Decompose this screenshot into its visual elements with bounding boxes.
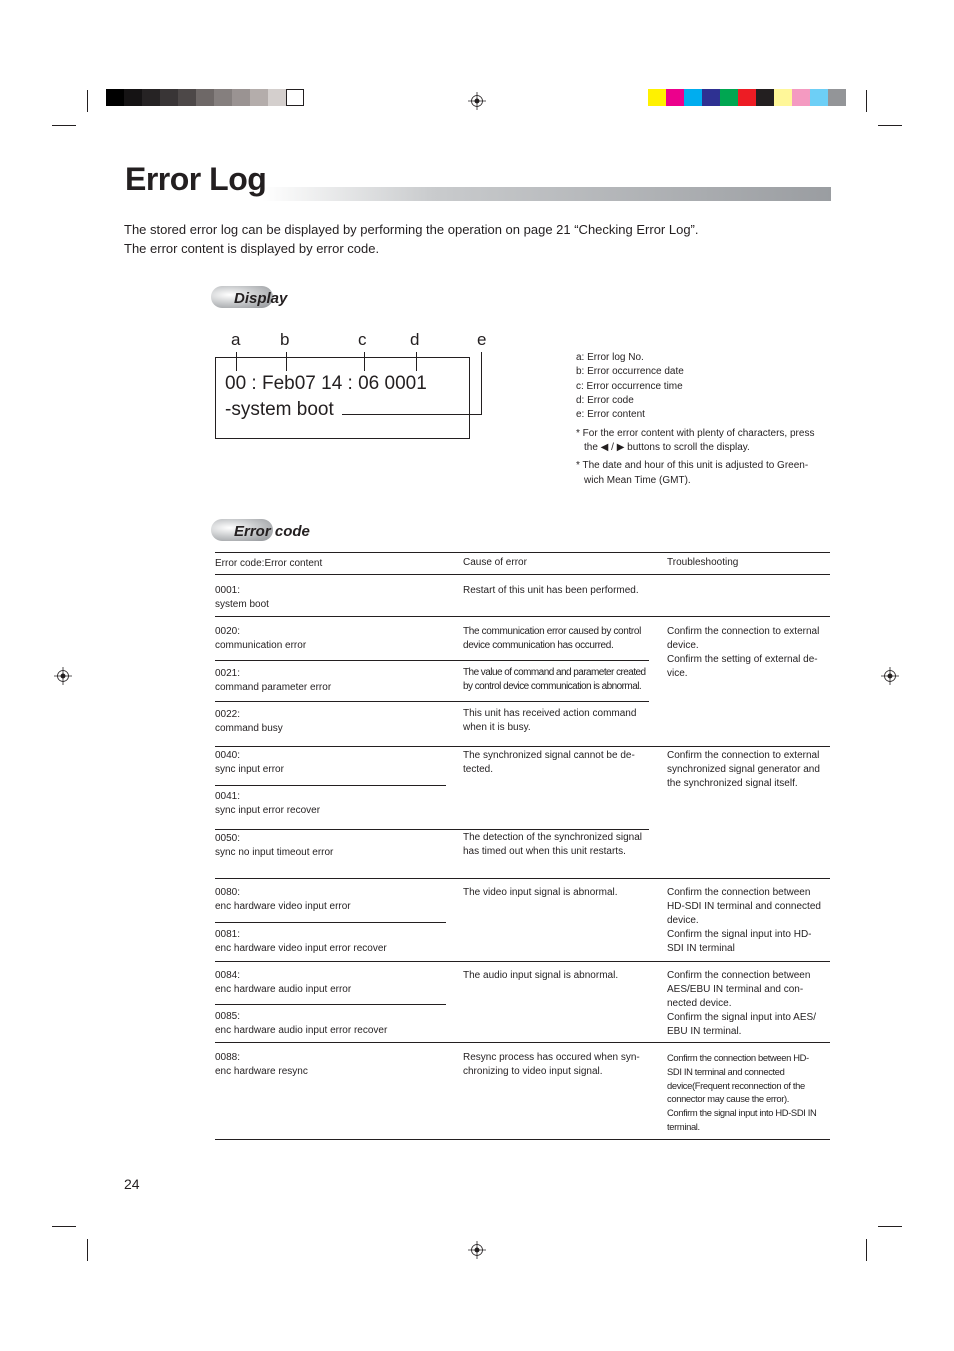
error-code-description: command parameter error [215,682,332,693]
cause-text: when it is busy. [463,722,531,733]
error-code-description: enc hardware resync [215,1066,308,1077]
error-code-number: 0084: [215,970,241,981]
table-rule [215,660,649,661]
error-code-description: enc hardware video input error recover [215,943,387,954]
intro-line-2: The error content is displayed by error code. [124,241,380,256]
error-code-description: sync input error recover [215,805,321,816]
color-swatch [268,89,286,106]
table-rule [215,574,830,575]
cause-text: The communication error caused by control [463,626,641,637]
error-code-entry [215,1010,445,1038]
cause-text: The detection of the synchronized signal [463,832,642,843]
troubleshooting-cell [667,1051,830,1134]
cause-text: chronizing to video input signal. [463,1066,603,1077]
troubleshooting-text: Confirm the signal input into AES/ [667,1012,816,1023]
cause-text: has timed out when this unit restarts. [463,846,626,857]
error-code-description: enc hardware audio input error [215,984,352,995]
cause-text: The value of command and parameter created [463,667,646,678]
troubleshooting-text: Confirm the connection between [667,970,811,981]
troubleshooting-text: the synchronized signal itself. [667,778,798,789]
legend-a: a: Error log No. [576,352,644,363]
display-line-1: 00 : Feb07 14 : 06 0001 [225,373,427,394]
color-swatch [214,89,232,106]
color-swatch [774,89,792,106]
troubleshooting-cell [667,886,830,956]
error-code-entry [215,749,445,777]
error-code-description: sync input error [215,764,284,775]
cause-cell [463,1051,649,1079]
display-line-2: -system boot [225,399,334,420]
error-code-entry [215,969,445,997]
color-swatch [738,89,756,106]
error-code-number: 0088: [215,1052,241,1063]
troubleshooting-text: EBU IN terminal. [667,1026,742,1037]
error-code-description: command busy [215,723,283,734]
gmt-note-line-1: * The date and hour of this unit is adjusted to Green- [576,460,809,471]
color-swatch [684,89,702,106]
diagram-letter-a: a [231,330,241,349]
cause-cell [463,969,649,983]
troubleshooting-text: Confirm the connection to external [667,750,820,761]
troubleshooting-cell [667,969,830,1039]
troubleshooting-text: connector may cause the error). [667,1093,790,1105]
color-swatch [810,89,828,106]
cause-text: Restart of this unit has been performed. [463,585,639,596]
crop-mark [866,1239,867,1261]
troubleshooting-text: SDI IN terminal [667,943,735,954]
color-swatch [142,89,160,106]
table-rule [215,1042,830,1043]
registration-mark-icon [881,667,899,685]
scroll-note-line-2: the ◀ / ▶ buttons to scroll the display. [584,442,750,453]
cause-text: device communication has occurred. [463,640,614,651]
error-code-number: 0040: [215,750,241,761]
error-code-entry [215,708,445,736]
color-swatch [178,89,196,106]
error-code-entry [215,790,445,818]
table-rule [215,785,446,786]
diagram-letter-d: d [410,330,420,349]
troubleshooting-text: Confirm the setting of external de- [667,654,818,665]
error-code-description: enc hardware audio input error recover [215,1025,388,1036]
troubleshooting-text: terminal. [667,1120,700,1132]
color-swatch [792,89,810,106]
registration-mark-icon [468,1241,486,1259]
cause-text: The video input signal is abnormal. [463,887,618,898]
cause-text: The audio input signal is abnormal. [463,970,619,981]
troubleshooting-text: Confirm the connection between HD- [667,1052,809,1063]
table-rule [215,616,830,617]
display-heading: Display [234,290,288,307]
troubleshooting-text: synchronized signal generator and [667,764,820,775]
table-rule [215,878,830,879]
error-code-entry [215,584,445,612]
gmt-note-line-2: wich Mean Time (GMT). [584,475,691,486]
page-title: Error Log [125,161,267,197]
legend-e: e: Error content [576,409,645,420]
troubleshooting-text: Confirm the connection to external [667,626,820,637]
color-swatch [648,89,666,106]
color-swatch [250,89,268,106]
color-swatch [702,89,720,106]
troubleshooting-cell [667,749,830,791]
table-rule [215,1139,830,1140]
scroll-note-line-1: * For the error content with plenty of characters, press [576,428,815,439]
crop-mark [866,90,867,112]
column-header-troubleshooting: Troubleshooting [667,557,739,568]
troubleshooting-text: nected device. [667,998,732,1009]
color-swatch [756,89,774,106]
crop-mark [87,1239,88,1261]
page-number: 24 [124,1176,140,1192]
error-code-number: 0080: [215,887,241,898]
error-code-number: 0001: [215,585,241,596]
crop-mark [878,1226,902,1227]
crop-mark [878,125,902,126]
color-swatch [160,89,178,106]
error-code-description: sync no input timeout error [215,847,334,858]
error-code-entry [215,886,445,914]
troubleshooting-text: vice. [667,668,688,679]
troubleshooting-text: device. [667,915,699,926]
error-code-description: system boot [215,599,269,610]
legend-d: d: Error code [576,395,634,406]
color-swatch [106,89,124,106]
troubleshooting-text: Confirm the signal input into HD- [667,929,812,940]
cause-cell [463,625,649,653]
color-swatch [196,89,214,106]
troubleshooting-text: SDI IN terminal and connected [667,1065,785,1077]
diagram-letter-b: b [280,330,290,349]
error-code-number: 0021: [215,668,241,679]
color-swatch [124,89,142,106]
crop-mark [52,1226,76,1227]
color-swatch [828,89,846,106]
cause-cell [463,886,649,900]
registration-mark-icon [468,92,486,110]
error-code-number: 0081: [215,929,241,940]
troubleshooting-text: Confirm the signal input into HD-SDI IN [667,1107,817,1119]
error-code-description: enc hardware video input error [215,901,351,912]
troubleshooting-text: device(Frequent reconnection of the [667,1079,805,1091]
cause-text: The synchronized signal cannot be de- [463,750,635,761]
error-code-entry [215,625,445,653]
table-rule [215,552,830,553]
error-code-number: 0020: [215,626,241,637]
diagram-letter-c: c [358,330,367,349]
registration-mark-icon [54,667,72,685]
troubleshooting-cell [667,625,830,681]
display-screen-box [215,357,470,439]
error-code-number: 0041: [215,791,241,802]
troubleshooting-text: device. [667,640,699,651]
cause-text: tected. [463,764,494,775]
crop-mark [52,125,76,126]
diagram-letter-e: e [477,330,487,349]
legend-c: c: Error occurrence time [576,381,683,392]
error-code-number: 0050: [215,833,241,844]
intro-line-1: The stored error log can be displayed by performing the operation on page 21 “Checking Error Log”. [124,222,699,237]
cause-cell [463,749,649,777]
column-header-error-code: Error code:Error content [215,558,323,569]
cause-cell [463,707,649,735]
troubleshooting-text: AES/EBU IN terminal and con- [667,984,804,995]
error-code-heading: Error code [234,523,310,540]
table-rule [215,829,649,830]
table-rule [215,746,830,747]
column-header-cause: Cause of error [463,557,527,568]
cause-text: by control device communication is abnormal. [463,681,642,692]
table-rule [215,1004,446,1005]
color-swatch [286,89,304,106]
color-swatch [232,89,250,106]
cause-cell [463,831,649,859]
color-swatch [720,89,738,106]
table-rule [215,961,830,962]
legend-b: b: Error occurrence date [576,366,684,377]
cause-cell [463,584,649,598]
error-code-number: 0085: [215,1011,241,1022]
error-code-description: communication error [215,640,307,651]
cause-text: Resync process has occured when syn- [463,1052,640,1063]
error-code-entry [215,667,445,695]
table-rule [215,922,446,923]
troubleshooting-text: Confirm the connection between [667,887,811,898]
color-swatch [666,89,684,106]
error-code-number: 0022: [215,709,241,720]
crop-mark [87,90,88,112]
cause-text: This unit has received action command [463,708,637,719]
error-code-entry [215,1051,445,1079]
error-code-entry [215,832,445,860]
troubleshooting-text: HD-SDI IN terminal and connected [667,901,821,912]
table-rule [215,701,649,702]
error-code-entry [215,928,445,956]
cause-cell [463,666,649,694]
title-underline-bar [262,187,831,201]
